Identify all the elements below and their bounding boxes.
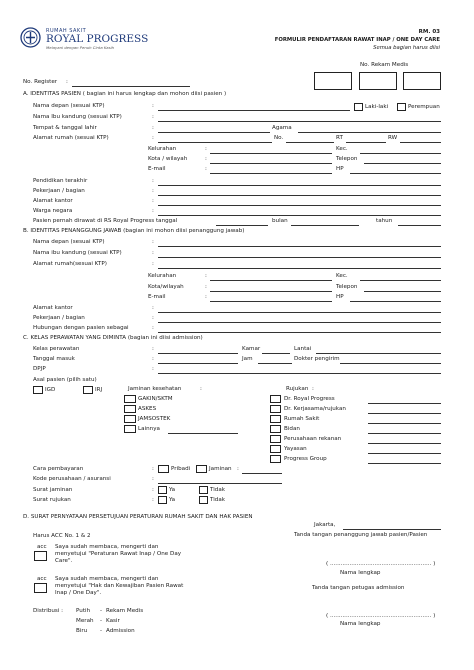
form-note: Semua bagian harus diisi — [373, 45, 440, 51]
a-email-field[interactable] — [210, 173, 332, 174]
a-education-field[interactable] — [158, 185, 441, 186]
a-kec-label: Kec. — [336, 146, 348, 152]
c-floor-label: Lantai — [294, 346, 312, 352]
a-previous-stay-label: Pasien pernah dirawat di RS Royal Progress tanggal — [33, 218, 178, 224]
b-telepon-label: Telepon — [336, 284, 358, 290]
c-referral-hospital-label: Rumah Sakit — [284, 416, 320, 422]
colon: : — [152, 250, 154, 256]
b-first-name-label: Nama depan (sesuai KTP) — [33, 239, 105, 245]
c-referral-letter-yes-checkbox[interactable] — [158, 496, 167, 504]
colon: : — [152, 476, 154, 482]
c-room-field[interactable] — [262, 353, 290, 354]
a-female-checkbox[interactable] — [397, 103, 406, 111]
colon: : — [152, 305, 154, 311]
c-referral-letter-label: Surat rujukan — [33, 497, 71, 503]
colon: : — [152, 178, 154, 184]
colon: : — [205, 146, 207, 152]
c-igd-label: IGD — [45, 387, 56, 393]
b-first-name-field[interactable] — [158, 246, 441, 247]
d-acc1-checkbox[interactable] — [34, 551, 47, 561]
b-office-address-field[interactable] — [158, 312, 441, 313]
colon: : — [152, 188, 154, 194]
c-referral-letter-no-checkbox[interactable] — [199, 496, 208, 504]
c-insurance-jamsostek-checkbox[interactable] — [124, 415, 136, 423]
c-irj-checkbox[interactable] — [83, 386, 93, 394]
a-female-label: Perempuan — [408, 104, 440, 110]
d-guarantor-sign-label: Tanda tangan penanggung jawab pasien/Pasien — [294, 532, 428, 538]
d-acc2-label: acc — [37, 576, 47, 582]
a-month-label: bulan — [272, 218, 288, 224]
a-kota-label: Kota / wilayah — [148, 156, 188, 162]
d-admission-full-name-label: Nama lengkap — [340, 621, 381, 627]
c-insurance-other-label: Lainnya — [138, 426, 160, 432]
d-distribution-dash: - — [100, 628, 103, 634]
c-referral-partner-checkbox[interactable] — [270, 405, 281, 413]
b-kec-field[interactable] — [360, 280, 441, 281]
d-statement-1-line-2: menyetujui "Peraturan Rawat Inap / One Day — [55, 551, 182, 557]
c-guarantee-checkbox[interactable] — [196, 465, 207, 473]
c-guarantee-label: Jaminan — [209, 466, 232, 472]
section-d-title: D. SURAT PERNYATAAN PERSETUJUAN PERATURAN RUMAH SAKIT DAN HAK PASIEN — [23, 514, 253, 520]
b-kec-label: Kec. — [336, 273, 348, 279]
colon: : — [152, 487, 154, 493]
c-insurance-other-field[interactable] — [168, 433, 238, 434]
c-floor-field[interactable] — [316, 353, 441, 354]
c-guarantee-letter-label: Surat jaminan — [33, 487, 73, 493]
a-kota-field[interactable] — [210, 163, 332, 164]
c-referral-foundation-checkbox[interactable] — [270, 445, 281, 453]
c-insurance-other-checkbox[interactable] — [124, 425, 136, 433]
hospital-tagline: Melayani dengan Penuh Cinta Kasih — [46, 45, 115, 50]
c-payment-label: Cara pembayaran — [33, 466, 84, 472]
d-distribution-dash: - — [100, 608, 103, 614]
d-statement-1-line-3: Care". — [55, 558, 73, 564]
a-kec-field[interactable] — [360, 153, 441, 154]
c-company-code-field[interactable] — [158, 483, 282, 484]
c-insurance-label: Jaminan kesehatan — [128, 386, 182, 392]
b-email-field[interactable] — [210, 301, 332, 302]
d-distribution-label: Distribusi : — [33, 608, 64, 614]
a-kelurahan-label: Kelurahan — [148, 146, 177, 152]
colon: : — [152, 239, 154, 245]
a-hp-field[interactable] — [350, 173, 441, 174]
c-referral-label: Rujukan — [286, 386, 309, 392]
colon: : — [205, 166, 207, 172]
d-place-date-field[interactable] — [343, 529, 441, 530]
d-statement-2-line-2: menyetujui "Hak dan Kewajiban Pasien Rawat — [55, 583, 184, 589]
a-job-field[interactable] — [158, 195, 441, 196]
b-kelurahan-label: Kelurahan — [148, 273, 177, 279]
d-guarantor-full-name-label: Nama lengkap — [340, 570, 381, 576]
c-referral-hospital-field[interactable] — [368, 423, 441, 424]
colon: : — [152, 356, 154, 362]
a-email-label: E-mail — [148, 166, 166, 172]
c-insurance-gakin-checkbox[interactable] — [124, 395, 136, 403]
c-referral-royal-label: Dr. Royal Progress — [284, 396, 335, 402]
colon: : — [237, 466, 239, 472]
c-irj-label: IRJ — [95, 387, 103, 393]
colon: : — [152, 497, 154, 503]
a-hp-label: HP — [336, 166, 344, 172]
c-class-field[interactable] — [158, 353, 238, 354]
medical-record-box-2[interactable] — [359, 72, 397, 90]
register-colon: : — [66, 79, 68, 85]
d-place-label: Jakarta, — [314, 522, 336, 528]
b-kota-field[interactable] — [210, 291, 332, 292]
a-address-field[interactable] — [158, 142, 272, 143]
d-statement-1-line-1: Saya sudah membaca, mengerti dan — [55, 544, 159, 550]
colon: : — [152, 261, 154, 267]
c-referral-foundation-label: Yayasan — [284, 446, 307, 452]
c-sender-doctor-field[interactable] — [340, 363, 441, 364]
c-referral-partner-label: Dr. Kerjasama/rujukan — [284, 406, 346, 412]
a-first-name-field[interactable] — [158, 110, 350, 111]
c-referral-company-label: Perusahaan rekanan — [284, 436, 342, 442]
a-rt-field[interactable] — [346, 142, 386, 143]
colon: : — [205, 273, 207, 279]
c-private-label: Pribadi — [171, 466, 191, 472]
c-insurance-askes-checkbox[interactable] — [124, 405, 136, 413]
a-no-field[interactable] — [286, 142, 334, 143]
colon: : — [205, 156, 207, 162]
section-c-title: C. KELAS PERAWATAN YANG DIMINTA (bagian ini diisi admission) — [23, 335, 203, 341]
a-office-address-label: Alamat kantor — [33, 198, 73, 204]
c-private-checkbox[interactable] — [158, 465, 169, 473]
b-job-field[interactable] — [158, 322, 441, 323]
c-guarantee-letter-yes-label: Ya — [169, 487, 176, 493]
c-referral-group-label: Progress Group — [284, 456, 327, 462]
hospital-name: ROYAL PROGRESS — [46, 33, 149, 45]
c-referral-letter-no-label: Tidak — [210, 497, 226, 503]
colon: : — [152, 466, 154, 472]
d-distribution-target-1: Rekam Medis — [106, 608, 144, 614]
d-distribution-dash: - — [100, 618, 103, 624]
a-job-label: Pekerjaan / bagian — [33, 188, 85, 194]
colon: : — [152, 103, 154, 109]
d-acc1-label: acc — [37, 544, 47, 550]
colon: : — [205, 284, 207, 290]
b-mother-name-label: Nama ibu kandung (sesuai KTP) — [33, 250, 122, 256]
c-date-in-label: Tanggal masuk — [33, 356, 75, 362]
c-referral-midwife-checkbox[interactable] — [270, 425, 281, 433]
c-referral-company-field[interactable] — [368, 443, 441, 444]
section-b-title: B. IDENTITAS PENANGGUNG JAWAB (bagian ini mohon diisi penanggung jawab) — [23, 228, 245, 234]
c-sender-doctor-label: Dokter pengirim — [294, 356, 340, 362]
colon: : — [152, 125, 154, 131]
c-referral-royal-field[interactable] — [368, 403, 441, 404]
c-insurance-gakin-label: GAKIN/SKTM — [138, 396, 173, 402]
d-statement-2-line-1: Saya sudah membaca, mengerti dan — [55, 576, 159, 582]
medical-record-label: No. Rekam Medis — [360, 62, 409, 68]
d-distribution-color-2: Merah — [76, 618, 94, 624]
a-religion-label: Agama — [272, 125, 292, 131]
b-relation-field[interactable] — [158, 332, 441, 333]
a-no-label: No. — [274, 135, 284, 141]
c-guarantee-letter-yes-checkbox[interactable] — [158, 486, 167, 494]
b-relation-label: Hubungan dengan pasien sebagai — [33, 325, 129, 331]
c-dpjp-label: DPJP — [33, 366, 46, 372]
b-kota-label: Kota/wilayah — [148, 284, 184, 290]
c-date-in-field[interactable] — [158, 363, 238, 364]
colon: : — [152, 315, 154, 321]
medical-record-box-1[interactable] — [314, 72, 352, 90]
a-address-label: Alamat rumah (sesuai KTP) — [33, 135, 109, 141]
c-insurance-askes-label: ASKES — [138, 406, 157, 412]
b-mother-name-field[interactable] — [158, 257, 441, 258]
a-kelurahan-field[interactable] — [210, 153, 332, 154]
hospital-logo — [20, 27, 41, 48]
section-a-title: A. IDENTITAS PASIEN ( bagian ini harus lengkap dan mohon diisi pasien ) — [23, 91, 227, 97]
c-class-label: Kelas perawatan — [33, 346, 80, 352]
c-company-code-label: Kode perusahaan / asuransi — [33, 476, 111, 482]
c-referral-group-field[interactable] — [368, 463, 441, 464]
a-rt-label: RT — [336, 135, 343, 141]
a-year-field[interactable] — [398, 225, 441, 226]
colon: : — [205, 294, 207, 300]
form-title: FORMULIR PENDAFTARAN RAWAT INAP / ONE DAY CARE — [274, 37, 440, 43]
d-admission-name-paren[interactable]: ( ......................................................... ) — [326, 613, 436, 619]
c-referral-royal-checkbox[interactable] — [270, 395, 281, 403]
a-nationality-field[interactable] — [158, 215, 441, 216]
c-hour-field[interactable] — [258, 363, 292, 364]
b-job-label: Pekerjaan / bagian — [33, 315, 85, 321]
form-code: RM. 03 — [418, 29, 440, 35]
a-rw-field[interactable] — [400, 142, 441, 143]
c-insurance-jamsostek-label: JAMSOSTEK — [138, 416, 171, 422]
c-guarantee-letter-no-checkbox[interactable] — [199, 486, 208, 494]
b-office-address-label: Alamat kantor — [33, 305, 73, 311]
d-guarantor-name-paren[interactable]: ( ......................................................... ) — [326, 561, 436, 567]
a-male-label: Laki-laki — [365, 104, 389, 110]
a-office-address-field[interactable] — [158, 205, 441, 206]
d-distribution-color-3: Biru — [76, 628, 88, 634]
c-referral-group-checkbox[interactable] — [270, 455, 281, 463]
register-field[interactable] — [72, 86, 190, 87]
b-hp-label: HP — [336, 294, 344, 300]
c-referral-hospital-checkbox[interactable] — [270, 415, 281, 423]
a-nationality-label: Warga negara — [33, 208, 73, 214]
colon: : — [152, 325, 154, 331]
c-room-label: Kamar — [242, 346, 261, 352]
c-igd-checkbox[interactable] — [33, 386, 43, 394]
d-acc2-checkbox[interactable] — [34, 583, 47, 593]
colon: : — [152, 114, 154, 120]
colon: : — [152, 135, 154, 141]
colon: : — [152, 198, 154, 204]
b-address-label: Alamat rumah(sesuai KTP) — [33, 261, 107, 267]
c-dpjp-field[interactable] — [158, 373, 441, 374]
a-mother-name-field[interactable] — [158, 121, 441, 122]
d-distribution-target-3: Admission — [106, 628, 135, 634]
a-year-label: tahun — [376, 218, 393, 224]
a-education-label: Pendidikan terakhir — [33, 178, 88, 184]
b-kelurahan-field[interactable] — [210, 280, 332, 281]
colon: : — [312, 386, 314, 392]
a-month-field[interactable] — [291, 225, 359, 226]
c-hour-label: Jam — [242, 356, 253, 362]
colon: : — [152, 366, 154, 372]
colon: : — [152, 346, 154, 352]
d-distribution-color-1: Putih — [76, 608, 91, 614]
c-guarantee-letter-no-label: Tidak — [210, 487, 226, 493]
a-previous-stay-date-field[interactable] — [216, 225, 268, 226]
c-referral-foundation-field[interactable] — [368, 453, 441, 454]
medical-record-box-3[interactable] — [403, 72, 441, 90]
colon: : — [152, 208, 154, 214]
b-address-field[interactable] — [158, 268, 441, 269]
c-referral-letter-yes-label: Ya — [169, 497, 176, 503]
b-email-label: E-mail — [148, 294, 166, 300]
c-guarantee-field[interactable] — [242, 473, 282, 474]
a-mother-name-label: Nama Ibu kandung (sesuai KTP) — [33, 114, 122, 120]
a-telepon-field[interactable] — [364, 163, 441, 164]
c-origin-label: Asal pasien (pilih satu) — [33, 377, 97, 383]
colon: : — [200, 386, 202, 392]
c-referral-partner-field[interactable] — [368, 413, 441, 414]
c-referral-midwife-field[interactable] — [368, 433, 441, 434]
a-birth-label: Tempat & tanggal lahir — [33, 125, 97, 131]
c-referral-company-checkbox[interactable] — [270, 435, 281, 443]
hospital-small-label: RUMAH SAKIT — [46, 28, 87, 34]
a-male-checkbox[interactable] — [354, 103, 363, 111]
a-telepon-label: Telepon — [336, 156, 358, 162]
d-distribution-target-2: Kasir — [106, 618, 120, 624]
c-referral-midwife-label: Bidan — [284, 426, 300, 432]
b-hp-field[interactable] — [350, 301, 441, 302]
b-telepon-field[interactable] — [364, 291, 441, 292]
a-religion-field[interactable] — [298, 132, 441, 133]
register-label: No. Register — [23, 79, 58, 85]
d-must-acc-label: Harus ACC No. 1 & 2 — [33, 533, 91, 539]
a-rw-label: RW — [388, 135, 398, 141]
d-statement-2-line-3: Inap / One Day". — [55, 590, 102, 596]
a-first-name-label: Nama depan (sesuai KTP) — [33, 103, 105, 109]
a-birth-field[interactable] — [158, 132, 270, 133]
d-admission-sign-label: Tanda tangan petugas admission — [312, 585, 405, 591]
